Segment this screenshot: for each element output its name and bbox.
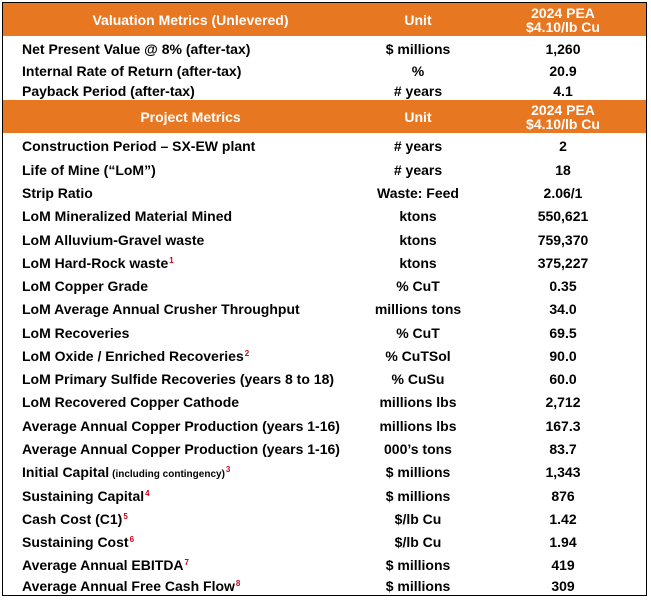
table-row <box>3 507 646 530</box>
row-label-with-note <box>22 507 362 530</box>
project-header-scenario-line2: $4.10/lb Cu <box>526 115 600 132</box>
table-row <box>3 530 646 553</box>
row-unit: millions tons <box>374 300 462 317</box>
row-label: LoM Alluvium-Gravel waste <box>22 231 205 248</box>
table-row <box>3 437 646 460</box>
row-unit: millions lbs <box>379 393 457 410</box>
row-label: LoM Mineralized Material Mined <box>22 207 233 224</box>
row-value: 419 <box>551 556 575 573</box>
table-row <box>3 39 646 59</box>
row-unit: Waste: Feed <box>377 184 459 201</box>
footnote-marker: 3 <box>225 464 231 474</box>
row-label-with-note <box>22 460 362 483</box>
row-label: Net Present Value @ 8% (after-tax) <box>22 41 251 57</box>
row-label-with-note <box>22 251 362 274</box>
row-label-with-note <box>22 344 362 367</box>
row-value: 167.3 <box>545 417 581 434</box>
row-value: 1,343 <box>545 463 581 480</box>
row-value: 876 <box>551 487 575 504</box>
footnote-marker: 4 <box>145 488 150 498</box>
table-row <box>3 321 646 344</box>
row-label: Strip Ratio <box>22 184 93 201</box>
row-value: 2 <box>559 137 567 154</box>
table-row <box>3 297 646 320</box>
row-value: 309 <box>551 577 575 594</box>
row-value: 550,621 <box>537 207 589 224</box>
valuation-header-unit: Unit <box>404 11 432 28</box>
row-label: Payback Period (after-tax) <box>22 83 195 99</box>
row-unit: % CuT <box>396 277 440 294</box>
row-unit: $ millions <box>385 463 451 480</box>
valuation-header-label: Valuation Metrics (Unlevered) <box>92 11 289 28</box>
metrics-table <box>2 2 647 596</box>
project-header-row <box>3 100 646 133</box>
table-row <box>3 81 646 101</box>
row-label: Average Annual Free Cash Flow <box>22 577 235 594</box>
row-label: Sustaining Cost <box>22 533 129 550</box>
row-unit: % CuT <box>396 324 440 341</box>
table-row <box>3 460 646 483</box>
row-label-with-note <box>22 574 362 597</box>
table-row <box>3 574 646 597</box>
table-row <box>3 414 646 437</box>
table-row <box>3 251 646 274</box>
table-row <box>3 390 646 413</box>
row-label: Average Annual Copper Production (years 1-16) <box>22 417 340 434</box>
footnote-marker: 6 <box>129 534 135 544</box>
valuation-header-row <box>3 3 646 36</box>
row-unit: # years <box>393 161 443 178</box>
row-value: 20.9 <box>549 63 577 79</box>
row-unit: % CuSu <box>391 370 445 387</box>
footnote-marker: 7 <box>184 557 189 567</box>
row-unit: ktons <box>399 207 437 224</box>
row-unit: # years <box>393 137 443 154</box>
row-unit: % CuTSol <box>385 347 451 364</box>
project-header-scenario <box>483 100 643 133</box>
row-value: 34.0 <box>549 300 577 317</box>
valuation-header-scenario-line2: $4.10/lb Cu <box>526 18 600 35</box>
project-header-scenario-line1: 2024 PEA <box>531 101 595 118</box>
table-row <box>3 484 646 507</box>
row-value: 0.35 <box>549 277 577 294</box>
row-unit: $/lb Cu <box>394 510 442 527</box>
table-row <box>3 274 646 297</box>
row-value: 375,227 <box>537 254 589 271</box>
row-value: 1.42 <box>549 510 577 527</box>
row-label: Construction Period – SX-EW plant <box>22 137 256 154</box>
row-value: 60.0 <box>549 370 577 387</box>
table-row <box>3 344 646 367</box>
row-value: 759,370 <box>537 231 589 248</box>
project-header-label: Project Metrics <box>140 108 241 125</box>
footnote-marker: 8 <box>235 578 241 588</box>
row-label: Life of Mine (“LoM”) <box>22 161 156 178</box>
row-value: 2,712 <box>545 393 581 410</box>
row-label-with-note <box>22 553 362 576</box>
row-value: 69.5 <box>549 324 577 341</box>
row-label: LoM Primary Sulfide Recoveries (years 8 to 18) <box>22 370 335 387</box>
row-label: LoM Average Annual Crusher Throughput <box>22 300 300 317</box>
row-label-with-note <box>22 530 362 553</box>
row-value: 1.94 <box>549 533 577 550</box>
row-unit: # years <box>393 83 443 99</box>
row-unit: 000’s tons <box>384 440 452 457</box>
row-label-with-note <box>22 484 362 507</box>
table-row <box>3 553 646 576</box>
table-row <box>3 181 646 204</box>
table-row <box>3 61 646 81</box>
row-unit: % <box>411 63 425 79</box>
row-label-qualifier: (including contingency) <box>112 468 225 480</box>
row-unit: $ millions <box>385 577 451 594</box>
table-row <box>3 228 646 251</box>
row-label: Average Annual EBITDA <box>22 556 184 573</box>
row-label: Sustaining Capital <box>22 487 145 504</box>
row-value: 83.7 <box>549 440 577 457</box>
footnote-marker: 5 <box>123 511 128 521</box>
row-unit: $ millions <box>385 41 451 57</box>
table-row <box>3 134 646 157</box>
project-header-unit: Unit <box>404 108 432 125</box>
row-value: 1,260 <box>545 41 581 57</box>
footnote-marker: 1 <box>169 255 174 265</box>
row-label: LoM Recoveries <box>22 324 130 341</box>
row-label: LoM Hard-Rock waste <box>22 254 169 271</box>
row-label: Initial Capital <box>22 463 110 480</box>
row-unit: millions lbs <box>379 417 457 434</box>
valuation-header-scenario-line1: 2024 PEA <box>531 4 595 21</box>
row-label: LoM Oxide / Enriched Recoveries <box>22 347 244 364</box>
row-label: LoM Copper Grade <box>22 277 149 294</box>
valuation-header-scenario <box>483 3 643 36</box>
row-unit: $ millions <box>385 487 451 504</box>
row-unit: ktons <box>399 254 437 271</box>
footnote-marker: 2 <box>244 348 250 358</box>
row-value: 90.0 <box>549 347 577 364</box>
row-value: 2.06/1 <box>543 184 583 201</box>
row-label: LoM Recovered Copper Cathode <box>22 393 240 410</box>
row-value: 18 <box>555 161 571 178</box>
row-unit: $/lb Cu <box>394 533 442 550</box>
row-unit: $ millions <box>385 556 451 573</box>
row-label: Cash Cost (C1) <box>22 510 123 527</box>
row-value: 4.1 <box>553 83 573 99</box>
row-unit: ktons <box>399 231 437 248</box>
table-row <box>3 367 646 390</box>
table-row <box>3 204 646 227</box>
table-row <box>3 158 646 181</box>
row-label: Average Annual Copper Production (years 1-16) <box>22 440 340 457</box>
row-label: Internal Rate of Return (after-tax) <box>22 63 242 79</box>
